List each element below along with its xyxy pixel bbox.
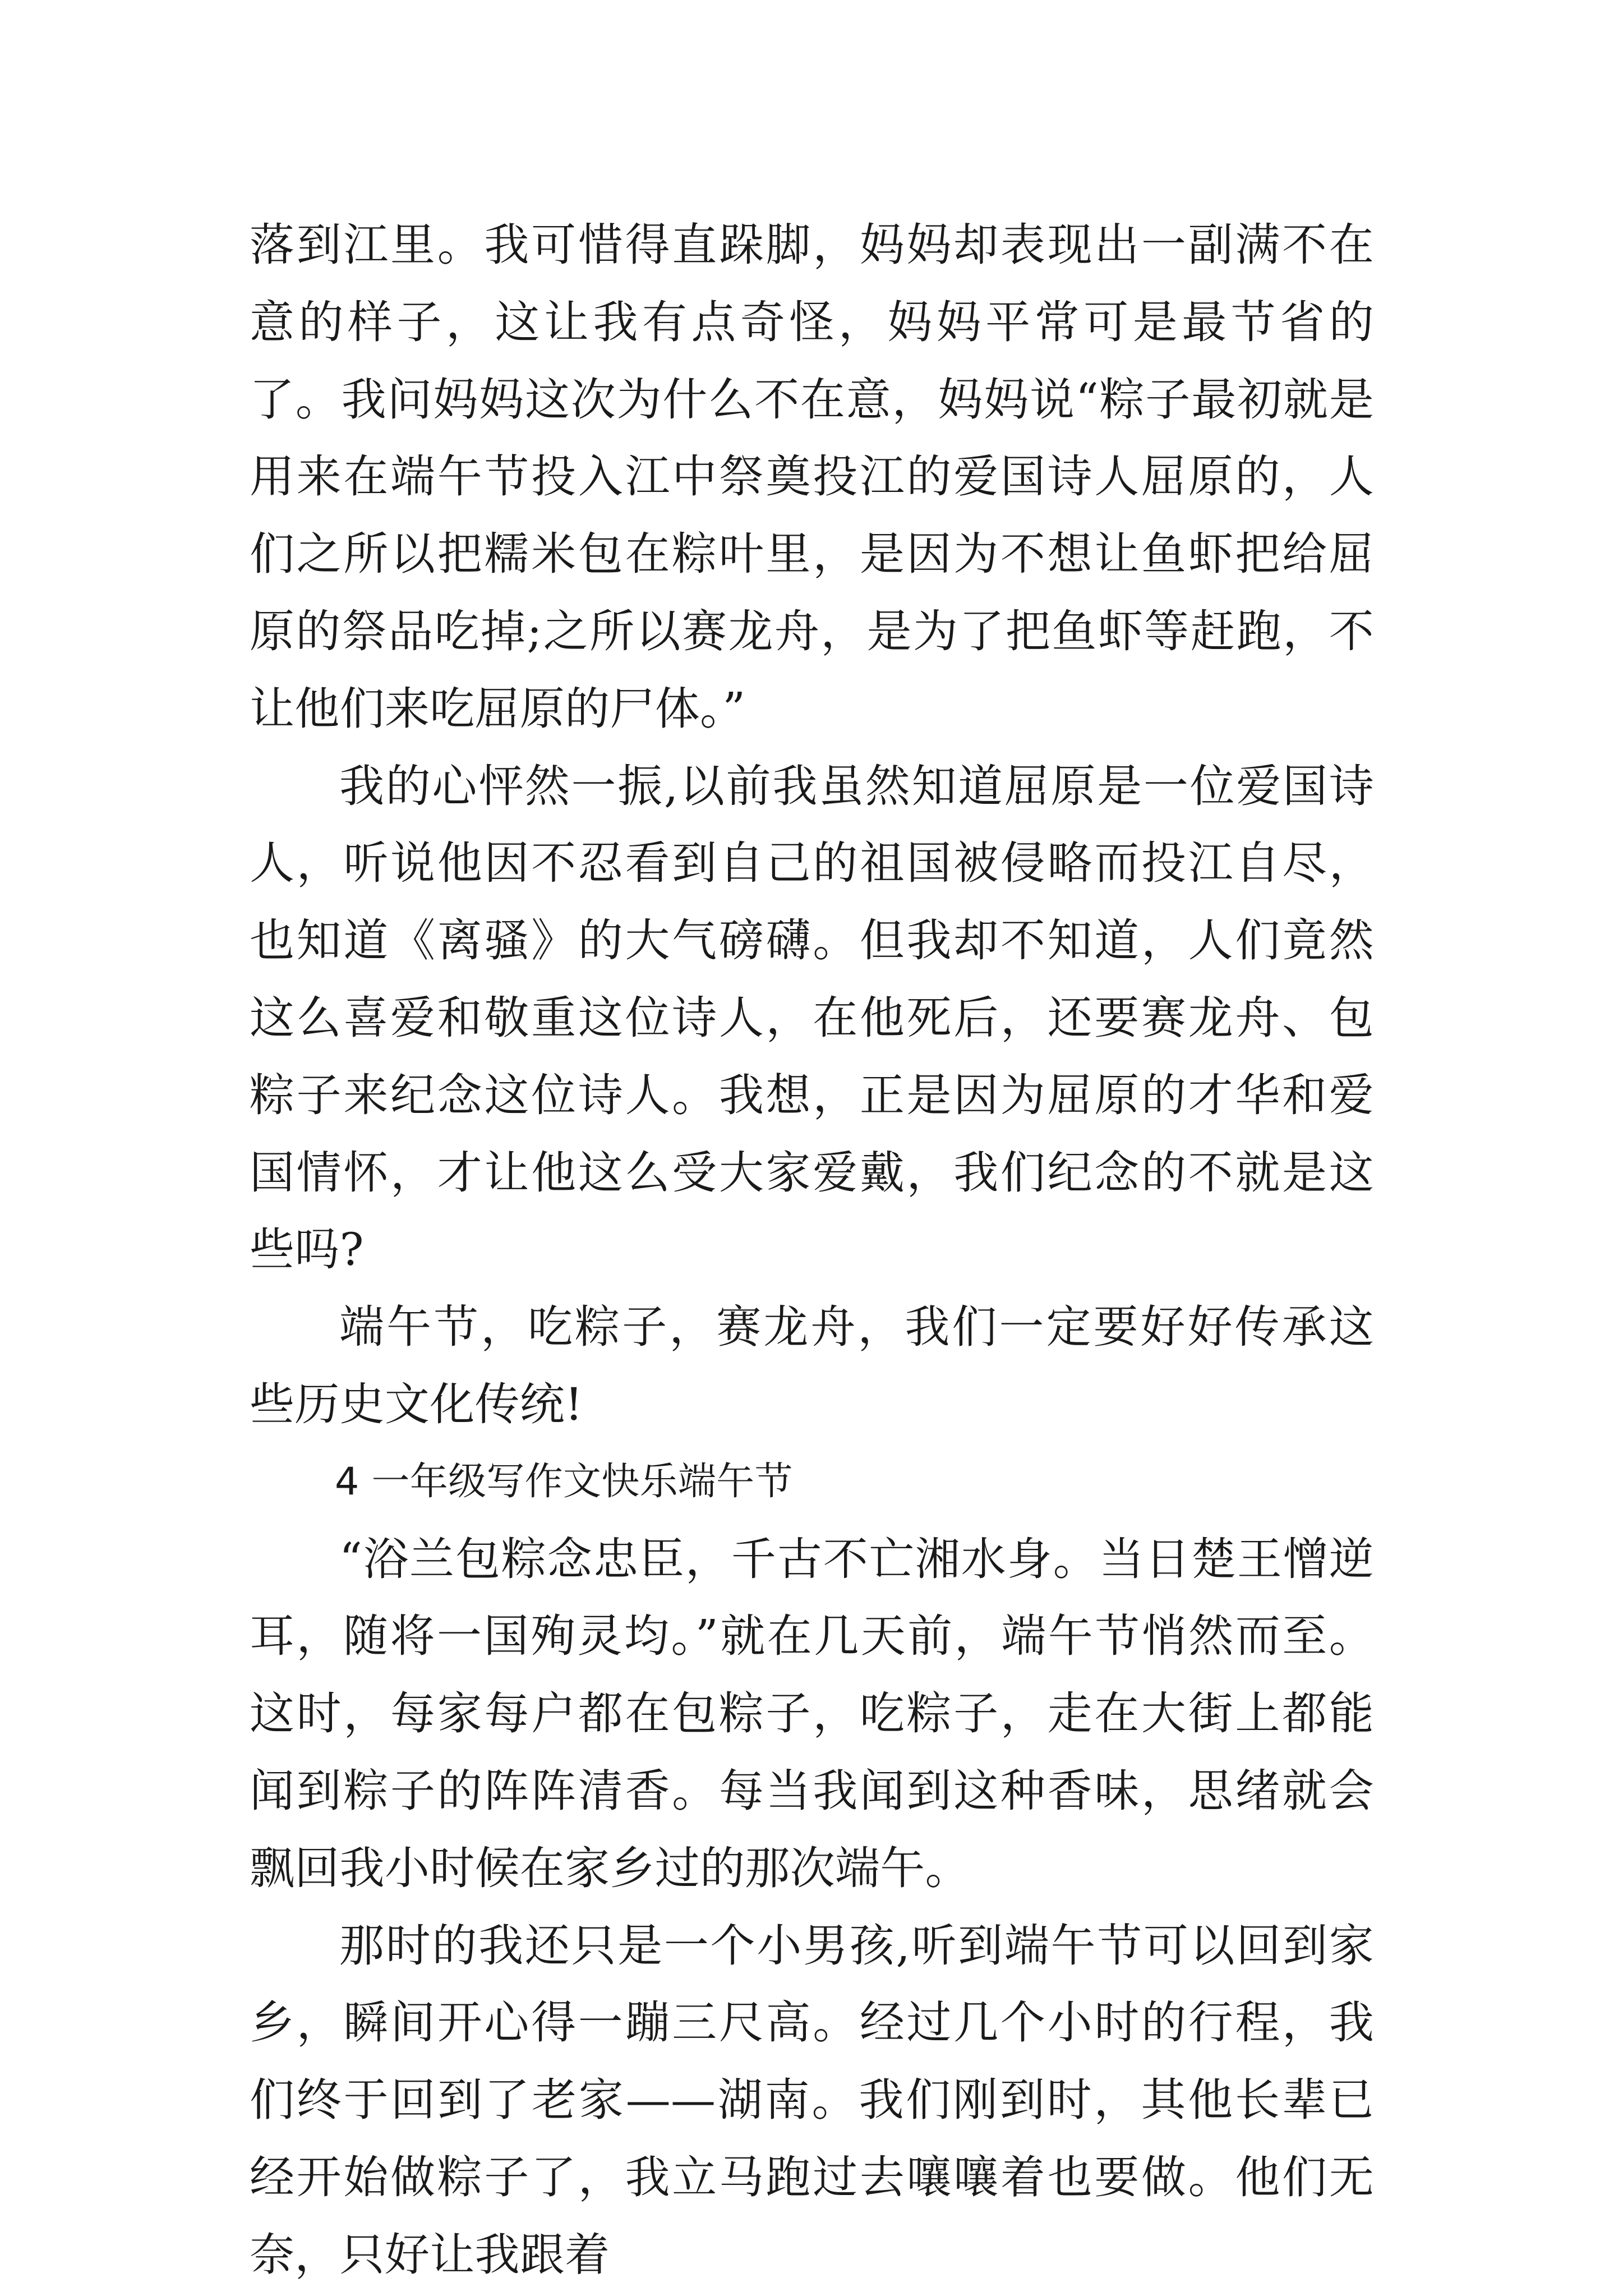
paragraph-1: 落到江里。我可惜得直跺脚，妈妈却表现出一副满不在意的样子，这让我有点奇怪，妈妈平常可是最节省的了。我问妈妈这次为什么不在意，妈妈说“粽子最初就是用来在端午节投入江中祭奠投江的爱国诗人屈原的，人们之所以把糯米包在粽叶里，是因为不想让鱼虾把给屈原的祭品吃掉;之所以赛龙舟，是为了把鱼虾等赶跑，不让他们来吃屈原的尸体。” — [250, 219, 1374, 735]
paragraph-4: “浴兰包粽念忠臣，千古不亡湘水身。当日楚王憎逆耳，随将一国殉灵均。”就在几天前，端午节悄然而至。这时，每家每户都在包粽子，吃粽子，走在大街上都能闻到粽子的阵阵清香。每当我闻到这种香味，思绪就会飘回我小时候在家乡过的那次端午。 — [250, 1533, 1374, 1894]
paragraph-5: 那时的我还只是一个小男孩,听到端午节可以回到家乡，瞬间开心得一蹦三尺高。经过几个小时的行程，我们终于回到了老家——湖南。我们刚到时，其他长辈已经开始做粽子了，我立马跑过去嚷嚷着也要做。他们无奈，只好让我跟着 — [250, 1919, 1374, 2281]
document-body — [250, 206, 1374, 2294]
section-heading: 4 一年级写作文快乐端午节 — [335, 1459, 793, 1504]
paragraph-3: 端午节，吃粽子，赛龙舟，我们一定要好好传承这些历史文化传统! — [250, 1301, 1374, 1430]
paragraph-2: 我的心怦然一振,以前我虽然知道屈原是一位爱国诗人，听说他因不忍看到自己的祖国被侵略而投江自尽，也知道《离骚》的大气磅礴。但我却不知道，人们竟然这么喜爱和敬重这位诗人，在他死后，还要赛龙舟、包粽子来纪念这位诗人。我想，正是因为屈原的才华和爱国情怀，才让他这么受大家爱戴，我们纪念的不就是这些吗? — [250, 760, 1374, 1276]
